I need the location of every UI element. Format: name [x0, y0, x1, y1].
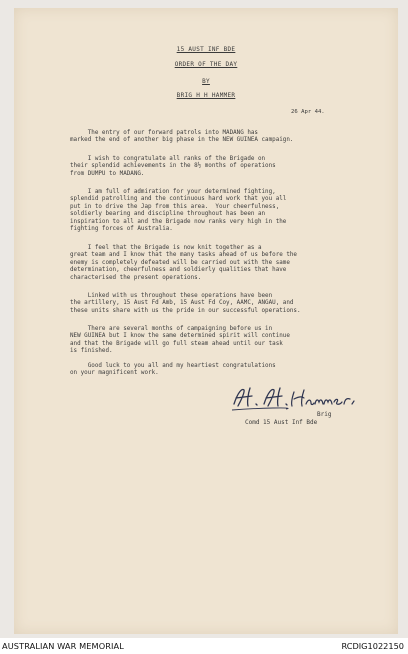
document-date: 26 Apr 44. — [291, 109, 325, 115]
handwritten-signature — [228, 384, 368, 416]
archive-footer — [0, 638, 408, 654]
paragraph-1: The entry of our forward patrols into MADANG has marked the end of another big phase in the NEW GUINEA campaign. — [70, 130, 294, 144]
heading-by: BY — [202, 78, 210, 85]
paragraph-2: I wish to congratulate all ranks of the Brigade on their splendid achievements in the 8½ months of operations from DUMPU to MADANG. — [70, 156, 276, 177]
footer-institution: AUSTRALIAN WAR MEMORIAL — [2, 641, 124, 651]
signature-rank: Brig — [317, 411, 332, 418]
heading-unit: 15 AUST INF BDE — [176, 46, 236, 53]
document-page — [14, 8, 398, 634]
signature-unit: Comd 15 Aust Inf Bde — [245, 419, 318, 426]
heading-author: BRIG H H HAMMER — [176, 92, 236, 99]
paragraph-5: Linked with us throughout these operations have been the artillery, 15 Aust Fd Amb, 15 Aust Fd Coy, AAMC, ANGAU, and these units share with us the pride in our successful operations. — [70, 293, 301, 314]
paragraph-6: There are several months of campaigning before us in NEW GUINEA but I know the same determined spirit will continue and that the Brigade will go full steam ahead until our task is finished. — [70, 326, 290, 355]
footer-record-id: RCDIG1022150 — [341, 641, 404, 651]
paragraph-3: I am full of admiration for your determined fighting, splendid patrolling and the continuous hard work that you all put in to drive the Jap from this area. Your cheerfulness, soldierly bearing and discipline throughout has been an inspiration to all and the Brigade now ranks very high in the fighting forces of Australia. — [70, 189, 287, 233]
paragraph-7: Good luck to you all and my heartiest congratulations on your magnificent work. — [70, 363, 276, 377]
paragraph-4: I feel that the Brigade is now knit together as a great team and I know that the many tasks ahead of us before the enemy is completely defeated will be carried out with the same determination, cheerfulness and soldierly qualities that have characterised the present operations. — [70, 245, 297, 281]
heading-order-title: ORDER OF THE DAY — [174, 61, 238, 68]
